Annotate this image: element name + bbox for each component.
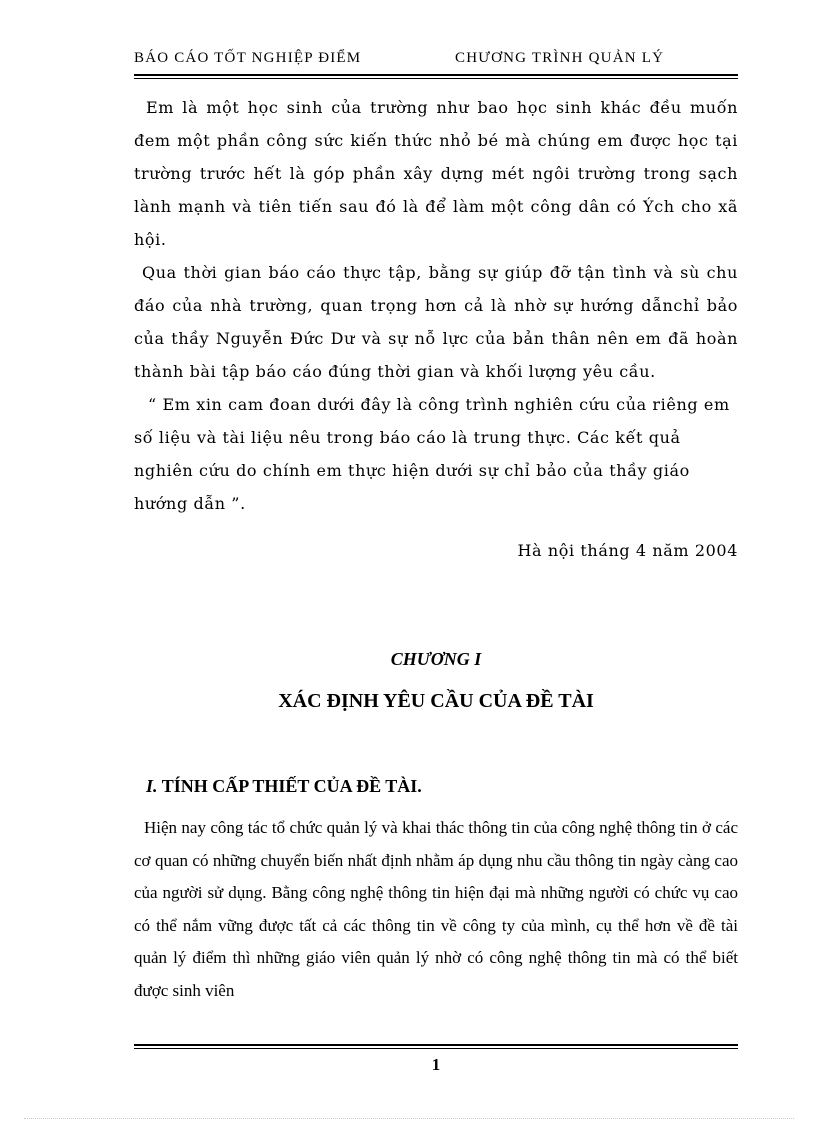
chapter-label: CHƯƠNG I [390,649,482,669]
header-rule-thin [134,78,738,79]
section-number: I. [146,776,158,796]
section-title: TÍNH CẤP THIẾT CỦA ĐỀ TÀI. [161,776,422,796]
intro-text [134,91,738,520]
footer-rule-thick [134,1044,738,1046]
footer-rule-thin [134,1048,738,1049]
chapter-title: XÁC ĐỊNH YÊU CẦU CỦA ĐỀ TÀI [278,690,594,712]
intro-paragraph-2: Qua thời gian báo cáo thực tập, bằng sự giúp đỡ tận tình và sù chu đáo của nhà trường, quan trọng hơn cả là nhờ sự hướng dẫnchỉ bảo của thầy Nguyễn Đức Dư và sự nỗ lực của bản thân nên em đã hoàn thành bài tập báo cáo đúng thời gian và khối lượng yêu cầu. [134,263,738,381]
intro-paragraph-3: “ Em xin cam đoan dưới đây là công trình nghiên cứu của riêng em số liệu và tài liệu nêu trong báo cáo là trung thực. Các kết quả nghiên cứu do chính em thực hiện dưới sự chỉ bảo của thầy giáo hướng dẫn ”. [134,395,730,513]
section-paragraph: Hiện nay công tác tổ chức quản lý và khai thác thông tin của công nghệ thông tin ở các cơ quan có những chuyển biến nhất định nhằm áp dụng nhu cầu thông tin ngày càng cao của người sử dụng. Bằng công nghệ thông tin hiện đại mà những người có chức vụ cao có thể nắm vững được tất cả các thông tin về công ty của mình, cụ thể hơn về đề tài quản lý điểm thì những giáo viên quản lý nhờ có công nghệ thông tin mà có thể biết được sinh viên [134,818,738,1000]
header-report-title: BÁO CÁO TỐT NGHIỆP ĐIỂM [134,50,362,66]
signoff-date: Hà nội tháng 4 năm 2004 [517,541,738,560]
section-text [134,812,738,1007]
section-heading [146,776,422,797]
intro-paragraph-1: Em là một học sinh của trường như bao học sinh khác đều muốn đem một phần công sức kiến thức nhỏ bé mà chúng em được học tại trường trước hết là góp phần xây dựng mét ngôi trường trong sạch lành mạnh và tiên tiến sau đó là để làm một công dân có Ých cho xã hội. [134,98,738,249]
page-bottom-divider [24,1118,794,1119]
header-rule-thick [134,74,738,76]
header-program-title: CHƯƠNG TRÌNH QUẢN LÝ [455,50,665,66]
page-number: 1 [431,1055,441,1074]
